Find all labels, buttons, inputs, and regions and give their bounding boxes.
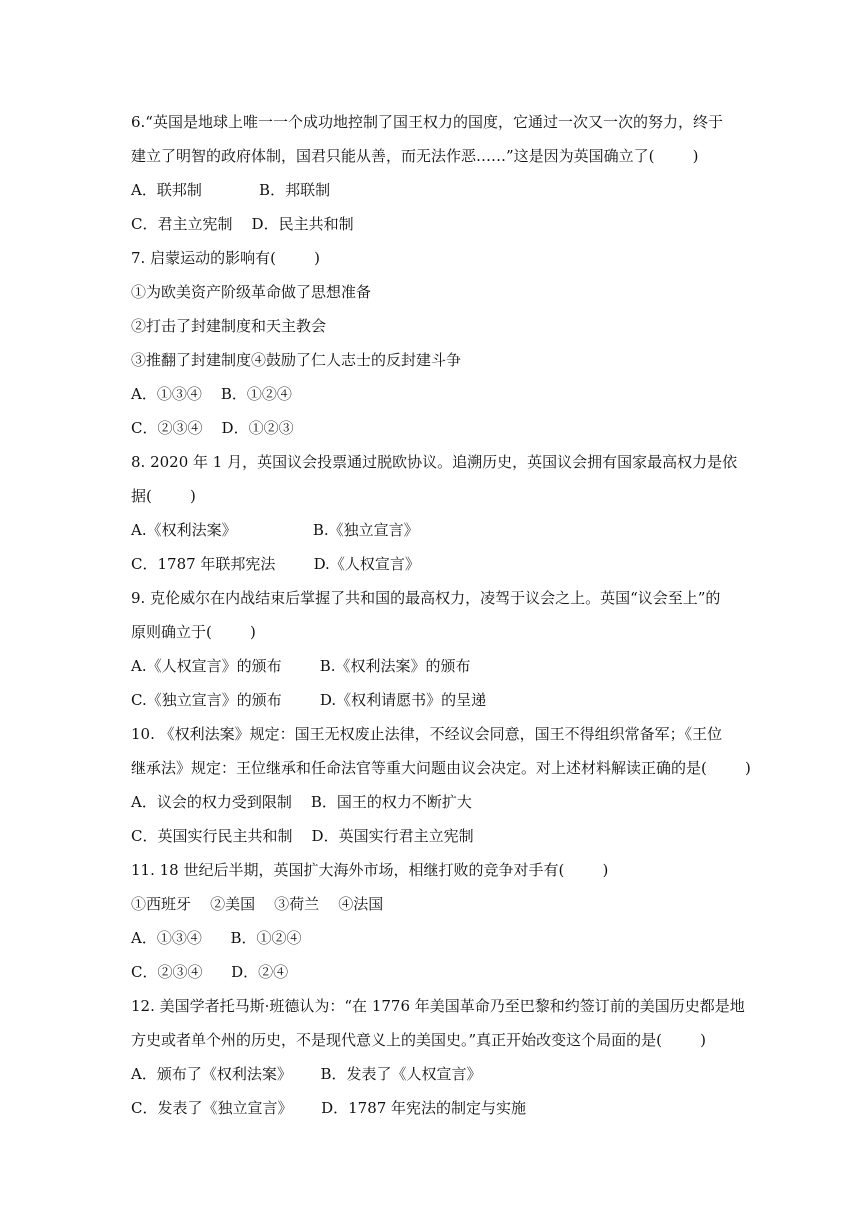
question-12-stem-line-1: 12. 美国学者托马斯·班德认为：“在 1776 年美国革命乃至巴黎和约签订前的美国历史都是地 (131, 997, 745, 1015)
question-6-options-line-2: C．君主立宪制 D．民主共和制 (131, 215, 354, 233)
question-7-statement-1: ①为欧美资产阶级革命做了思想准备 (131, 283, 372, 301)
question-11-options-line-2: C．②③④ D．②④ (131, 963, 289, 981)
question-8-options-line-1: A.《权利法案》 B.《独立宣言》 (131, 521, 419, 539)
question-8-options-line-2: C．1787 年联邦宪法 D.《人权宣言》 (131, 555, 420, 573)
question-9-options-line-2: C.《独立宣言》的颁布 D.《权利请愿书》的呈递 (131, 691, 487, 709)
question-12-options-line-1: A．颁布了《权利法案》 B．发表了《人权宣言》 (131, 1065, 482, 1083)
question-6-stem-line-2: 建立了明智的政府体制，国君只能从善，而无法作恶……”这是因为英国确立了( ) (131, 147, 699, 165)
question-9-stem-line-1: 9. 克伦威尔在内战结束后掌握了共和国的最高权力，凌驾于议会之上。英国“议会至上”的 (131, 589, 721, 607)
question-8-stem-line-2: 据( ) (131, 487, 196, 505)
question-10-options-line-1: A．议会的权力受到限制 B．国王的权力不断扩大 (131, 793, 472, 811)
question-12-stem-line-2: 方史或者单个州的历史，不是现代意义上的美国史。”真正开始改变这个局面的是( ) (131, 1031, 707, 1049)
question-12-options-line-2: C．发表了《独立宣言》 D．1787 年宪法的制定与实施 (131, 1099, 527, 1117)
question-10-stem-line-2: 继承法》规定：王位继承和任命法官等重大问题由议会决定。对上述材料解读正确的是( ) (131, 759, 751, 777)
question-11-options-line-1: A．①③④ B．①②④ (131, 929, 302, 947)
question-11-statement-1: ①西班牙 ②美国 ③荷兰 ④法国 (131, 895, 384, 913)
question-9-stem-line-2: 原则确立于( ) (131, 623, 256, 641)
question-9-options-line-1: A.《人权宣言》的颁布 B.《权利法案》的颁布 (131, 657, 471, 675)
question-7-options-line-1: A．①③④ B．①②④ (131, 385, 292, 403)
question-8-stem-line-1: 8. 2020 年 1 月，英国议会投票通过脱欧协议。追溯历史，英国议会拥有国家最高权力是依 (131, 453, 738, 471)
question-10-stem-line-1: 10. 《权利法案》规定：国王无权废止法律，不经议会同意，国王不得组织常备军；《王位 (131, 725, 723, 743)
question-7-stem-line-1: 7. 启蒙运动的影响有( ) (131, 249, 320, 267)
question-7-statement-3: ③推翻了封建制度④鼓励了仁人志士的反封建斗争 (131, 351, 462, 369)
question-6-options-line-1: A．联邦制 B．邦联制 (131, 181, 331, 199)
question-10-options-line-2: C．英国实行民主共和制 D．英国实行君主立宪制 (131, 827, 474, 845)
question-11-stem-line-1: 11. 18 世纪后半期，英国扩大海外市场，相继打败的竞争对手有( ) (131, 861, 609, 879)
question-7-options-line-2: C．②③④ D．①②③ (131, 419, 294, 437)
question-6-stem-line-1: 6.“英国是地球上唯一一个成功地控制了国王权力的国度，它通过一次又一次的努力，终于 (131, 113, 723, 131)
question-7-statement-2: ②打击了封建制度和天主教会 (131, 317, 327, 335)
